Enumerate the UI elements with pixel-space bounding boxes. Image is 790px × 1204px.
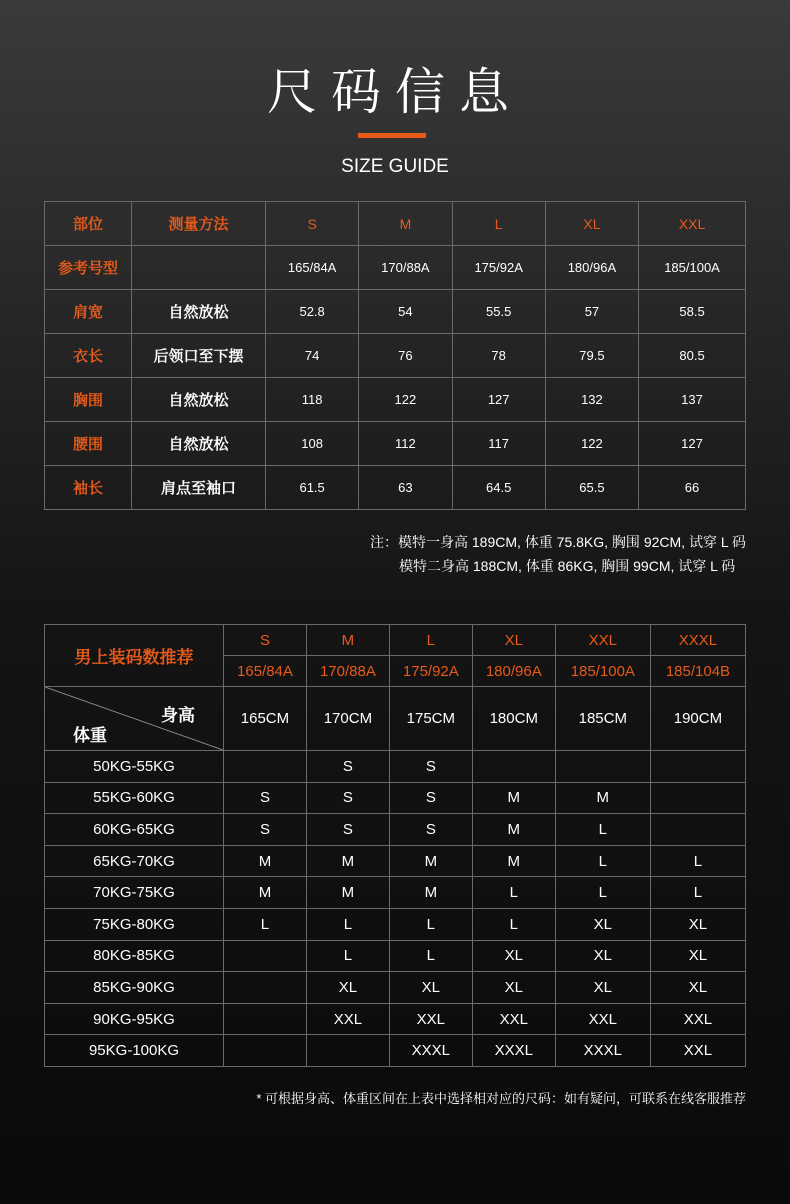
size-label: XL (472, 625, 555, 656)
size-cell: XXL (472, 1003, 555, 1035)
value-cell: 52.8 (266, 290, 359, 334)
header-cell: L (452, 202, 545, 246)
value-cell: 61.5 (266, 466, 359, 510)
ref-label: 170/88A (306, 656, 389, 687)
table-row (45, 466, 746, 510)
size-cell: S (224, 782, 307, 814)
table-row (45, 1035, 746, 1067)
value-cell: 78 (452, 334, 545, 378)
method-cell: 自然放松 (132, 378, 266, 422)
header-cell: 部位 (45, 202, 132, 246)
value-cell: 112 (359, 422, 452, 466)
size-cell: S (306, 751, 389, 783)
height-cell: 180CM (472, 687, 555, 751)
size-cell: XXL (306, 1003, 389, 1035)
height-cell: 190CM (650, 687, 745, 751)
page-subtitle: SIZE GUIDE (341, 156, 449, 177)
size-cell (472, 751, 555, 783)
weight-cell: 60KG-65KG (45, 814, 224, 846)
value-cell: 118 (266, 378, 359, 422)
method-cell: 后领口至下摆 (132, 334, 266, 378)
size-cell: XXXL (389, 1035, 472, 1067)
value-cell: 175/92A (452, 246, 545, 290)
value-cell: 127 (452, 378, 545, 422)
size-label: M (306, 625, 389, 656)
value-cell: 54 (359, 290, 452, 334)
table-row (45, 378, 746, 422)
part-cell: 腰围 (45, 422, 132, 466)
value-cell: 79.5 (545, 334, 638, 378)
value-cell: 180/96A (545, 246, 638, 290)
size-cell: L (472, 877, 555, 909)
value-cell: 185/100A (639, 246, 746, 290)
part-cell: 参考号型 (45, 246, 132, 290)
height-cell: 165CM (224, 687, 307, 751)
height-row (45, 687, 746, 751)
size-cell: XXL (555, 1003, 650, 1035)
size-cell: XXXL (472, 1035, 555, 1067)
ref-label: 165/84A (224, 656, 307, 687)
size-cell: L (472, 908, 555, 940)
size-cell: L (555, 814, 650, 846)
weight-cell: 65KG-70KG (45, 845, 224, 877)
method-cell: 自然放松 (132, 422, 266, 466)
note-line: 注：模特一身高 189CM, 体重 75.8KG, 胸围 92CM, 试穿 L 码 (369, 534, 746, 550)
ref-label: 185/100A (555, 656, 650, 687)
size-label: L (389, 625, 472, 656)
size-label: XXXL (650, 625, 745, 656)
size-cell: M (555, 782, 650, 814)
size-cell (224, 1003, 307, 1035)
size-cell: XL (389, 972, 472, 1004)
size-cell: S (389, 751, 472, 783)
size-cell: L (555, 877, 650, 909)
size-table-header (45, 202, 746, 246)
table-row (45, 334, 746, 378)
size-cell: S (389, 814, 472, 846)
value-cell: 80.5 (639, 334, 746, 378)
size-cell: XL (555, 908, 650, 940)
header-cell: M (359, 202, 452, 246)
weight-cell: 90KG-95KG (45, 1003, 224, 1035)
size-row (45, 625, 746, 656)
size-cell: M (472, 814, 555, 846)
value-cell: 55.5 (452, 290, 545, 334)
value-cell: 63 (359, 466, 452, 510)
model-note (370, 530, 746, 578)
size-cell: XL (555, 940, 650, 972)
size-cell (650, 782, 745, 814)
recommend-title: 男上装码数推荐 (45, 625, 224, 687)
value-cell: 58.5 (639, 290, 746, 334)
size-cell: M (224, 845, 307, 877)
height-cell: 170CM (306, 687, 389, 751)
table-row (45, 908, 746, 940)
size-cell: S (389, 782, 472, 814)
size-cell: L (555, 845, 650, 877)
size-cell: M (472, 845, 555, 877)
size-cell (224, 751, 307, 783)
value-cell: 57 (545, 290, 638, 334)
size-cell: M (389, 845, 472, 877)
size-cell: XXL (650, 1035, 745, 1067)
value-cell: 137 (639, 378, 746, 422)
table-row (45, 972, 746, 1004)
table-row (45, 814, 746, 846)
size-label: S (224, 625, 307, 656)
size-cell: L (650, 877, 745, 909)
value-cell: 122 (545, 422, 638, 466)
method-cell (132, 246, 266, 290)
value-cell: 122 (359, 378, 452, 422)
size-cell: M (472, 782, 555, 814)
weight-cell: 80KG-85KG (45, 940, 224, 972)
table-row (45, 845, 746, 877)
value-cell: 76 (359, 334, 452, 378)
ref-label: 180/96A (472, 656, 555, 687)
size-cell: M (389, 877, 472, 909)
value-cell: 117 (452, 422, 545, 466)
header-cell: XXL (639, 202, 746, 246)
value-cell: 65.5 (545, 466, 638, 510)
size-cell: L (306, 908, 389, 940)
header-cell: S (266, 202, 359, 246)
size-cell (224, 1035, 307, 1067)
weight-cell: 50KG-55KG (45, 751, 224, 783)
size-cell: XL (650, 940, 745, 972)
size-cell: XL (650, 972, 745, 1004)
height-cell: 175CM (389, 687, 472, 751)
table-row (45, 751, 746, 783)
header-cell: 测量方法 (132, 202, 266, 246)
table-row (45, 877, 746, 909)
weight-cell: 70KG-75KG (45, 877, 224, 909)
size-table (44, 201, 746, 510)
size-cell: S (306, 782, 389, 814)
height-cell: 185CM (555, 687, 650, 751)
weight-cell: 55KG-60KG (45, 782, 224, 814)
method-cell: 自然放松 (132, 290, 266, 334)
weight-cell: 75KG-80KG (45, 908, 224, 940)
size-cell: L (306, 940, 389, 972)
size-cell (306, 1035, 389, 1067)
ref-label: 175/92A (389, 656, 472, 687)
table-row (45, 422, 746, 466)
size-cell: M (306, 877, 389, 909)
size-cell: M (306, 845, 389, 877)
size-cell: L (650, 845, 745, 877)
part-cell: 衣长 (45, 334, 132, 378)
value-cell: 165/84A (266, 246, 359, 290)
size-recommendation-table (44, 624, 746, 1067)
size-cell (555, 751, 650, 783)
size-cell: L (224, 908, 307, 940)
size-cell: XL (306, 972, 389, 1004)
size-cell: L (389, 940, 472, 972)
footnote: * 可根据身高、体重区间在上表中选择相对应的尺码：如有疑问，可联系在线客服推荐 (256, 1091, 746, 1106)
size-cell: XXL (650, 1003, 745, 1035)
title-accent-bar (358, 133, 426, 138)
size-cell: XXL (389, 1003, 472, 1035)
size-label: XXL (555, 625, 650, 656)
value-cell: 66 (639, 466, 746, 510)
size-cell (224, 940, 307, 972)
part-cell: 肩宽 (45, 290, 132, 334)
method-cell: 肩点至袖口 (132, 466, 266, 510)
table-row (45, 290, 746, 334)
value-cell: 108 (266, 422, 359, 466)
value-cell: 132 (545, 378, 638, 422)
value-cell: 127 (639, 422, 746, 466)
size-cell: XXXL (555, 1035, 650, 1067)
size-cell: XL (650, 908, 745, 940)
height-weight-corner (45, 687, 224, 751)
weight-label: 体重 (73, 726, 107, 745)
size-cell: S (224, 814, 307, 846)
part-cell: 袖长 (45, 466, 132, 510)
diagonal-line (45, 687, 223, 750)
value-cell: 170/88A (359, 246, 452, 290)
weight-cell: 85KG-90KG (45, 972, 224, 1004)
size-cell: XL (472, 972, 555, 1004)
size-cell (650, 751, 745, 783)
size-cell (650, 814, 745, 846)
ref-label: 185/104B (650, 656, 745, 687)
height-label: 身高 (161, 706, 195, 725)
size-cell (224, 972, 307, 1004)
table-row (45, 246, 746, 290)
page-title: 尺码信息 (267, 63, 523, 121)
size-cell: M (224, 877, 307, 909)
value-cell: 74 (266, 334, 359, 378)
weight-cell: 95KG-100KG (45, 1035, 224, 1067)
size-cell: XL (555, 972, 650, 1004)
part-cell: 胸围 (45, 378, 132, 422)
table-row (45, 782, 746, 814)
size-cell: L (389, 908, 472, 940)
value-cell: 64.5 (452, 466, 545, 510)
table-row (45, 1003, 746, 1035)
size-cell: XL (472, 940, 555, 972)
size-cell: S (306, 814, 389, 846)
header-cell: XL (545, 202, 638, 246)
table-row (45, 940, 746, 972)
note-line: 模特二身高 188CM, 体重 86KG, 胸围 99CM, 试穿 L 码 (398, 558, 736, 574)
